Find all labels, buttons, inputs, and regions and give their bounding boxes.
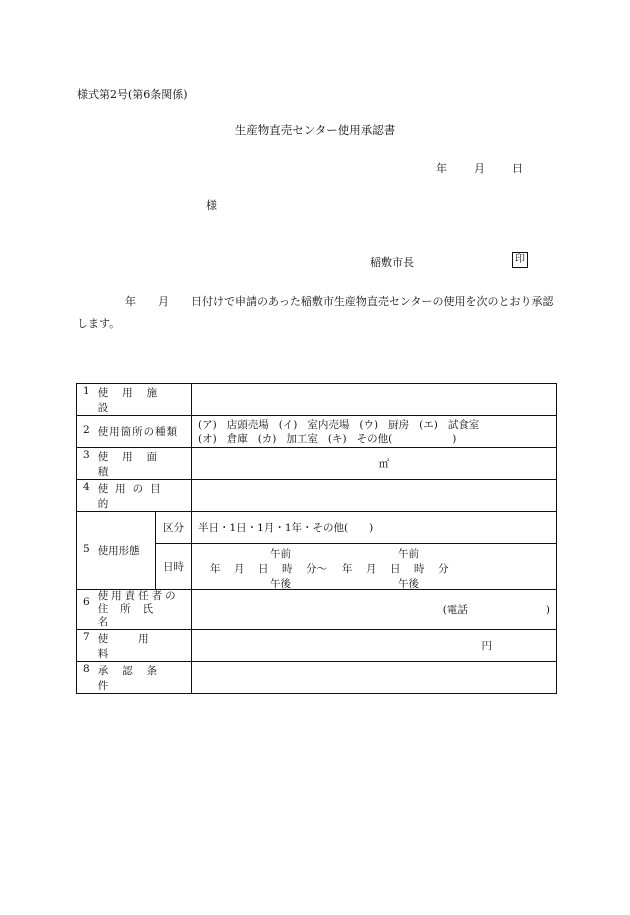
issue-date-line — [436, 160, 523, 176]
value-usage-type: (ア) 店頭売場 (イ) 室内売場 (ウ) 厨房 (エ) 試食室 (オ) 倉庫 (カ) 加工室 (キ) その他( ) — [192, 416, 557, 448]
date-month: 月 — [474, 162, 485, 175]
label-usage-type: 2 使用箇所の種類 — [77, 416, 192, 448]
fee-unit: 円 — [481, 640, 492, 652]
label-purpose: 4 使用の目的 — [77, 480, 192, 512]
row-responsible — [77, 590, 557, 630]
row-usage-type — [77, 416, 557, 448]
value-purpose[interactable] — [192, 480, 557, 512]
area-unit: ㎡ — [378, 458, 390, 470]
label-facility: 1 使用施設 — [77, 384, 192, 416]
body-month: 月 — [158, 295, 169, 308]
document-title: 生産物直売センター使用承認書 — [234, 123, 396, 137]
approval-statement — [77, 291, 557, 335]
label-fee: 7 使用料 — [77, 630, 192, 662]
issuer-title: 稲敷市長 — [370, 256, 414, 269]
date-year: 年 — [436, 162, 447, 175]
label-division: 区分 — [156, 512, 192, 544]
label-datetime: 日時 — [156, 544, 192, 590]
phone-close: ) — [545, 604, 550, 616]
body-text: 日付けで申請のあった稲敷市生産物直売センターの使用を次のとおり承認します。 — [77, 295, 554, 330]
value-datetime[interactable]: 午前 午前 年 月 日 時 分〜 年 月 日 時 分 午後 午後 — [192, 544, 557, 590]
label-area: 3 使用面積 — [77, 448, 192, 480]
form-number: 様式第2号(第6条関係) — [77, 88, 188, 101]
label-conditions: 8 承認条件 — [77, 662, 192, 694]
row-usage-form-division — [77, 512, 557, 544]
addressee-suffix: 様 — [206, 199, 217, 212]
label-responsible: 6 使用責任者の 住所氏名 — [77, 590, 192, 630]
date-day: 日 — [512, 162, 523, 175]
label-usage-form: 5 使用形態 — [77, 512, 156, 590]
row-fee — [77, 630, 557, 662]
phone-open: (電話 — [442, 604, 468, 616]
value-facility[interactable] — [192, 384, 557, 416]
value-fee[interactable] — [192, 630, 557, 662]
row-conditions — [77, 662, 557, 694]
value-conditions[interactable] — [192, 662, 557, 694]
value-area[interactable] — [192, 448, 557, 480]
row-area — [77, 448, 557, 480]
seal-mark: 印 — [512, 252, 528, 268]
approval-form-table — [76, 383, 557, 694]
value-division[interactable]: 半日・1日・1月・1年・その他( ) — [192, 512, 557, 544]
row-purpose — [77, 480, 557, 512]
body-year: 年 — [125, 295, 136, 308]
value-responsible[interactable] — [192, 590, 557, 630]
row-facility — [77, 384, 557, 416]
